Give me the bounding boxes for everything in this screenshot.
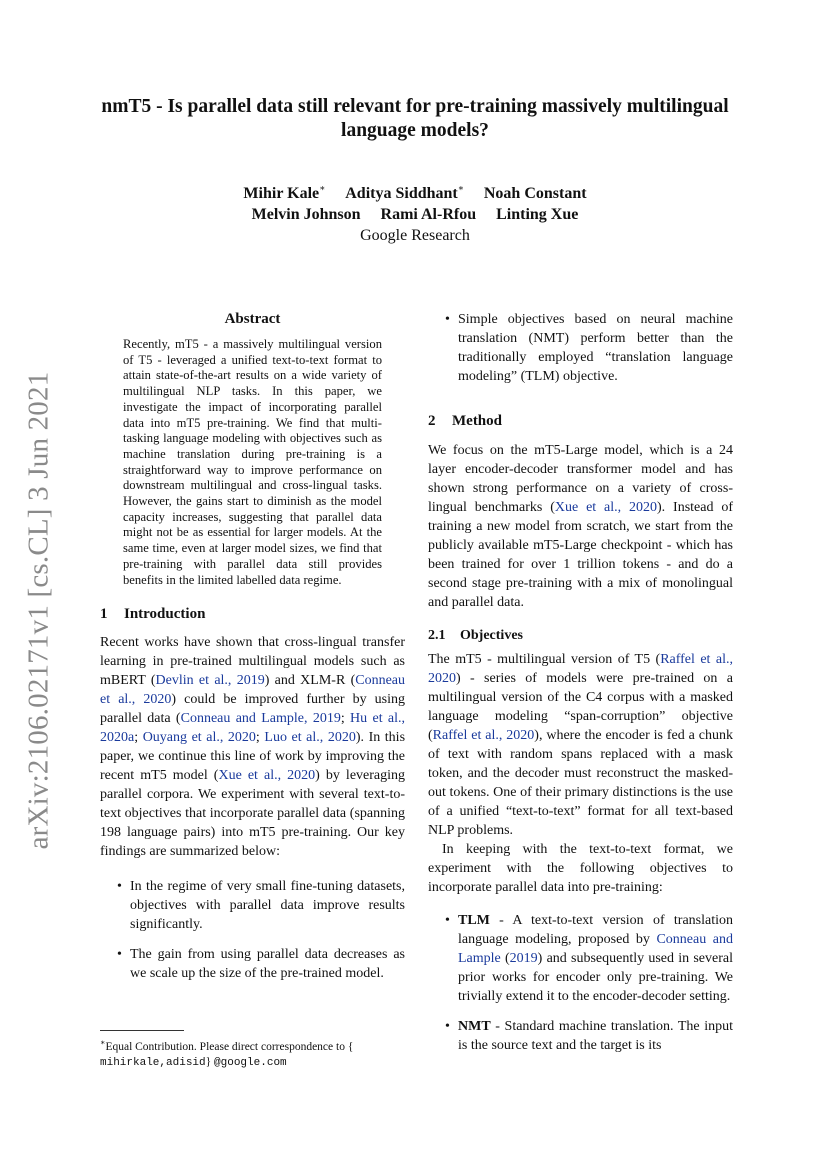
citation-link[interactable]: Devlin et al., 2019: [155, 673, 265, 689]
citation-link[interactable]: Raffel et al., 2020: [432, 728, 535, 743]
citation-link[interactable]: Conneau and Lample: [458, 932, 733, 966]
method-paragraph: We focus on the mT5-Large model, which is a 24 layer encoder-decoder transformer model and has shown strong performance on a variety of cross-lingual benchmarks (Xue et al., 2020). Instead of training a new model from scratch, we start from the publicly available mT5-Large checkpoint - which has been trained for over 1 trillion tokens - and do a second stage pre-training with a mix of monolingual and parallel data.: [428, 443, 733, 610]
objectives-intro-paragraph: In keeping with the text-to-text format, we experiment with the following objectives to incorporate parallel data into pre-training:: [428, 842, 733, 895]
author: Rami Al-Rfou: [380, 206, 477, 223]
citation-link[interactable]: 2019: [509, 951, 538, 966]
left-column: [100, 310, 405, 994]
citation-link[interactable]: Luo et al., 2020: [264, 730, 356, 746]
right-column: [428, 310, 733, 1066]
citation-link[interactable]: Hu et al., 2020a: [100, 711, 406, 746]
objective-term: TLM: [458, 913, 490, 928]
author: Aditya Siddhant∗: [345, 183, 464, 202]
objectives-list: [428, 911, 733, 1055]
objective-term: NMT: [458, 1019, 491, 1034]
citation-link[interactable]: Xue et al., 2020: [554, 500, 658, 515]
affiliation: Google Research: [360, 227, 470, 244]
list-item: • The gain from using parallel data decreases as we scale up the size of the pre-trained model.: [117, 947, 405, 982]
abstract-heading: Abstract: [224, 311, 281, 327]
list-item: • Simple objectives based on neural machine translation (NMT) perform better than the traditionally employed “translation language modeling” (TLM) objective.: [445, 312, 733, 384]
citation-link[interactable]: Ouyang et al., 2020: [142, 730, 256, 746]
citation-link[interactable]: Conneau et al., 2020: [100, 673, 405, 708]
author-line-2: [100, 204, 730, 225]
abstract-text: Recently, mT5 - a massively multilingual version of T5 - leveraged a unified text-to-text format to attain state-of-the-art results on a wide variety of multilingual NLP tasks. In this paper, we investigate the impact of incorporating parallel data into mT5 pre-training. We find that multi-tasking language modeling with objectives such as machine translation during pre-training is a straightforward way to improve performance on downstream multilingual and cross-lingual tasks. However, the gains start to diminish as the model capacity increases, suggesting that parallel data might not be as essential for larger models. At the same time, even at larger model sizes, we find that pre-training with parallel data still provides benefits in the limited labelled data regime.: [123, 337, 382, 587]
author-block: [100, 178, 730, 246]
footnote: ∗Equal Contribution. Please direct correspondence to { mihirkale,adisid} @google.com: [100, 1038, 354, 1069]
author: Noah Constant: [483, 185, 587, 202]
findings-list-continued: [428, 310, 733, 386]
author: Melvin Johnson: [251, 206, 361, 223]
objectives-paragraph: The mT5 - multilingual version of T5 (Raffel et al., 2020) - series of models were pre-trained on a multilingual version of the C4 corpus with a masked language modeling “span-corruption” objective (Raffel et al., 2020), where the encoder is fed a chunk of text with random spans replaced with a mask token, and the decoder must reconstruct the masked-out tokens. One of their primary distinctions is the use of a unified “text-to-text” format for all text-based NLP problems.: [428, 652, 733, 838]
citation-link[interactable]: Xue et al., 2020: [218, 768, 316, 784]
list-item: • In the regime of very small fine-tuning datasets, objectives with parallel data improve results significantly.: [117, 879, 405, 933]
section-heading-introduction: 1 Introduction: [100, 606, 206, 623]
footnote-domain: @google.com: [214, 1057, 287, 1069]
author: Mihir Kale∗: [243, 183, 326, 202]
citation-link[interactable]: Raffel et al., 2020: [428, 652, 733, 686]
list-item: • NMT - Standard machine translation. The input is the source text and the target is its: [445, 1019, 733, 1053]
intro-paragraph: Recent works have shown that cross-lingual transfer learning in pre-trained multilingual models such as mBERT (Devlin et al., 2019) and XLM-R (Conneau et al., 2020) could be improved further by using parallel data (Conneau and Lample, 2019; Hu et al., 2020a; Ouyang et al., 2020; Luo et al., 2020). In this paper, we continue this line of work by improving the recent mT5 model (Xue et al., 2020) by leveraging parallel corpora. We experiment with several text-to-text objectives that incorporate parallel data (spanning 198 language pairs) into mT5 pre-training. Our key findings are summarized below:: [100, 635, 406, 860]
paper-title: nmT5 - Is parallel data still relevant for pre-training massively multilingual language models?: [101, 96, 729, 141]
footnote-divider: [100, 1030, 184, 1031]
findings-list: [100, 877, 405, 983]
footnote-emails: mihirkale,adisid: [100, 1057, 206, 1069]
author-line-1: [100, 178, 730, 204]
author: Linting Xue: [496, 206, 579, 223]
citation-link[interactable]: Conneau and Lample, 2019: [180, 711, 341, 727]
section-heading-method: 2 Method: [428, 413, 502, 429]
arxiv-sidebar: [22, 371, 55, 849]
arxiv-identifier: arXiv:2106.02171v1 [cs.CL] 3 Jun 2021: [22, 371, 55, 849]
list-item: • TLM - A text-to-text version of translation language modeling, proposed by Conneau and Lample (2019) and subsequently used in several prior works for encoder only pre-training. We trivially extend it to the encoder-decoder setting.: [445, 913, 733, 1004]
subsection-heading-objectives: 2.1 Objectives: [428, 628, 523, 643]
